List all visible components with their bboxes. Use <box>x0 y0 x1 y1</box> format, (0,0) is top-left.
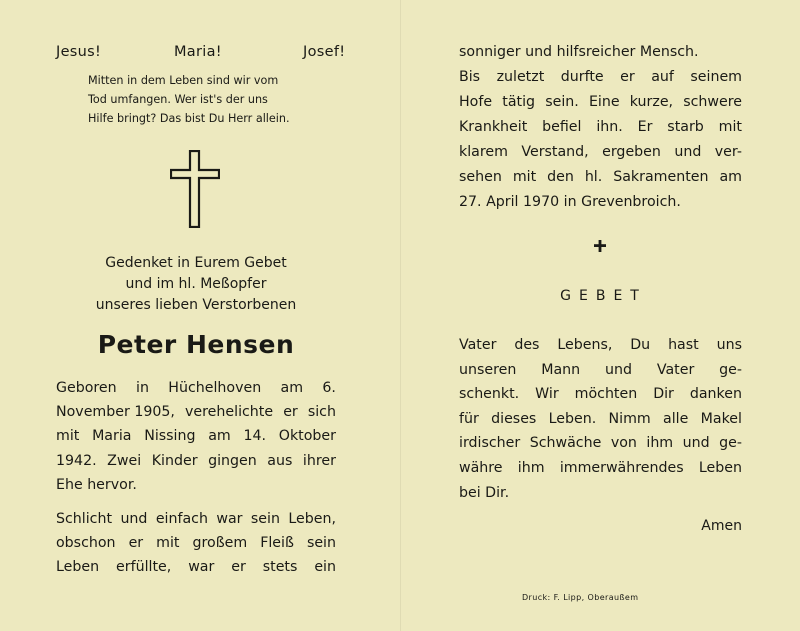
word: Makel <box>700 410 742 427</box>
word: ihm <box>646 435 674 452</box>
text-line <box>459 456 742 481</box>
right-panel <box>459 0 744 631</box>
word: war <box>188 559 215 576</box>
word: schenkt. <box>459 386 520 403</box>
prayer-title: GEBET <box>560 288 647 304</box>
word: ge- <box>719 435 742 452</box>
word: Eine <box>588 94 620 110</box>
word: in <box>136 380 149 396</box>
text-line <box>459 140 742 165</box>
text-line <box>459 407 742 432</box>
word: hl. <box>584 169 603 185</box>
text-line <box>56 449 336 473</box>
bio-paragraph-2 <box>56 507 336 580</box>
word: ihn. <box>596 119 623 135</box>
word: zuletzt <box>496 69 545 85</box>
word: mit <box>156 535 180 552</box>
word: von <box>610 435 637 452</box>
word: kurze, <box>629 94 674 110</box>
word: er <box>231 559 246 576</box>
word: starb <box>667 119 704 135</box>
word: Dir <box>653 386 674 403</box>
word: ergeben <box>602 144 661 160</box>
text-line <box>56 531 336 555</box>
word: Hüchelhoven <box>168 380 262 396</box>
word: und <box>682 435 710 452</box>
word: November 1905, <box>56 404 175 421</box>
word: durfte <box>560 69 604 85</box>
left-panel <box>56 0 356 631</box>
word: sehen <box>459 169 502 185</box>
word: Vater <box>459 337 497 353</box>
text-line <box>459 431 742 456</box>
prayer-text <box>459 333 742 505</box>
word: er <box>620 69 635 85</box>
word: den <box>547 169 574 185</box>
word: des <box>514 337 540 353</box>
word: großem <box>192 535 248 552</box>
word: bei Dir. <box>459 484 510 501</box>
word: Krankheit <box>459 119 528 135</box>
text-line <box>459 382 742 407</box>
word: ver- <box>714 144 742 160</box>
word: möchten <box>574 386 638 403</box>
invocation-jesus: Jesus! <box>56 44 102 60</box>
word: Wir <box>535 386 559 403</box>
motto-line: Mitten in dem Leben sind wir vom <box>88 74 279 87</box>
motto-line: Hilfe bringt? Das bist Du Herr allein. <box>88 112 290 125</box>
word: Vater <box>656 361 695 378</box>
word: war <box>216 511 243 528</box>
word: stets <box>262 559 298 576</box>
text-line <box>459 333 742 358</box>
word: immerwährendes <box>559 459 684 476</box>
word: Leben. <box>548 410 597 427</box>
text-line <box>459 190 742 215</box>
text-line <box>459 115 742 140</box>
word: Mann <box>541 361 581 378</box>
deceased-name: Peter Hensen <box>97 330 295 359</box>
word: mit <box>56 428 80 445</box>
word: sonniger und hilfsreicher Mensch. <box>459 44 699 60</box>
word: Leben <box>698 459 742 476</box>
word: Oktober <box>278 428 336 445</box>
word: Hofe <box>459 94 493 110</box>
text-line <box>459 90 742 115</box>
word: 6. <box>322 380 336 396</box>
word: ge- <box>719 361 742 378</box>
word: Du <box>630 337 651 353</box>
gedenket-line: unseres lieben Verstorbenen <box>95 297 297 313</box>
word: Maria <box>92 428 132 445</box>
gedenket-line: Gedenket in Eurem Gebet <box>105 255 287 271</box>
word: Leben, <box>288 511 336 528</box>
word: 27. April 1970 in Grevenbroich. <box>459 194 681 210</box>
biography <box>56 376 336 580</box>
word: aus <box>267 452 293 469</box>
word: Schwäche <box>529 435 602 452</box>
word: 14. <box>243 428 267 445</box>
word: und <box>120 511 148 528</box>
word: Nissing <box>144 428 196 445</box>
word: am <box>719 169 742 185</box>
word: ihrer <box>302 452 336 469</box>
printer-imprint: Druck: F. Lipp, Oberaußem <box>522 593 639 602</box>
word: Verstand, <box>521 144 589 160</box>
text-line <box>459 165 742 190</box>
word: ein <box>314 559 336 576</box>
word: Er <box>637 119 653 135</box>
motto-line: Tod umfangen. Wer ist's der uns <box>88 93 268 106</box>
word: Fleiß <box>260 535 294 552</box>
word: Leben <box>56 559 100 576</box>
word: irdischer <box>459 435 521 452</box>
word: am <box>280 380 304 396</box>
word: Lebens, <box>557 337 613 353</box>
text-line <box>459 40 742 65</box>
word: mit <box>718 119 742 135</box>
text-line <box>56 473 336 497</box>
latin-cross-outline-icon <box>170 150 220 228</box>
text-line <box>459 65 742 90</box>
word: sich <box>307 404 336 421</box>
word: Kinder <box>151 452 198 469</box>
word: Sakramenten <box>613 169 709 185</box>
word: gingen <box>208 452 257 469</box>
word: seinem <box>690 69 742 85</box>
motto <box>88 71 358 128</box>
text-line <box>459 358 742 383</box>
word: befiel <box>542 119 582 135</box>
word: hast <box>668 337 699 353</box>
word: ihm <box>517 459 545 476</box>
word: einfach <box>155 511 208 528</box>
gedenket-block <box>56 253 336 316</box>
word: klarem <box>459 144 508 160</box>
word: für <box>459 410 479 427</box>
word: alle <box>663 410 689 427</box>
word: 1942. <box>56 452 97 469</box>
invocations <box>56 44 356 64</box>
word: er <box>128 535 144 552</box>
word: danken <box>689 386 742 403</box>
word: erfüllte, <box>116 559 172 576</box>
word: Bis <box>459 69 481 85</box>
word: auf <box>651 69 674 85</box>
word: Schlicht <box>56 511 113 528</box>
text-line <box>56 424 336 448</box>
small-cross-icon <box>594 240 606 252</box>
word: sein <box>306 535 336 552</box>
bio-paragraph-1 <box>56 376 336 497</box>
text-line <box>56 555 336 579</box>
text-line <box>459 481 742 506</box>
word: tätig <box>502 94 536 110</box>
word: sein <box>250 511 280 528</box>
word: Zwei <box>107 452 142 469</box>
word: sein. <box>545 94 579 110</box>
word: Geboren <box>56 380 117 396</box>
word: unseren <box>459 361 517 378</box>
word: am <box>208 428 231 445</box>
text-line <box>56 376 336 400</box>
word: währe <box>459 459 503 476</box>
invocation-josef: Josef! <box>303 44 346 60</box>
word: schwere <box>683 94 742 110</box>
word: obschon <box>56 535 116 552</box>
word: mit <box>512 169 537 185</box>
text-line <box>56 400 336 424</box>
word: er <box>283 404 298 421</box>
invocation-maria: Maria! <box>174 44 222 60</box>
gedenket-line: und im hl. Meßopfer <box>125 276 267 292</box>
word: und <box>674 144 702 160</box>
amen: Amen <box>701 518 742 534</box>
word: und <box>605 361 632 378</box>
word: Ehe hervor. <box>56 476 137 493</box>
biography-continued <box>459 40 742 215</box>
text-line <box>56 507 336 531</box>
fold-line <box>400 0 401 631</box>
word: uns <box>716 337 742 353</box>
word: verehelichte <box>185 404 274 421</box>
word: Nimm <box>608 410 651 427</box>
word: dieses <box>491 410 537 427</box>
